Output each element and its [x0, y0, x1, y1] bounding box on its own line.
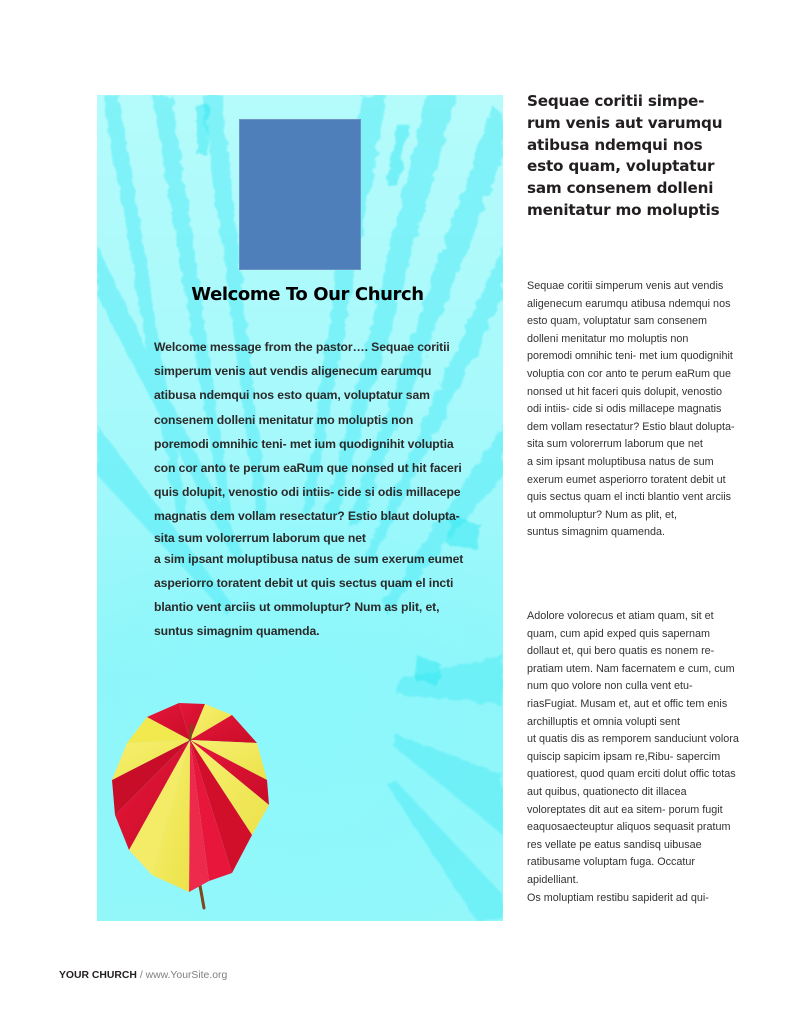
text-line: aligenecum earumqu atibusa ndemqui nos [527, 297, 731, 310]
footer-website: www.YourSite.org [145, 970, 228, 981]
text-line: ut quatis dis as remporem sanduciunt volora [527, 733, 739, 746]
footer-brand: YOUR CHURCH [59, 970, 137, 981]
text-line: quam, cum apid exped quis sapernam [527, 627, 711, 640]
welcome-line: quis dolupit, venostio odi intiis- cide si odis millacepe [154, 485, 461, 500]
text-line: odi intiis- cide si odis millacepe magnatis [527, 403, 722, 416]
text-line: eaquosaecteuptur aliquos sequasit pratum [527, 821, 731, 834]
text-line: quatiorest, quod quam erciti dolut offic totas [527, 768, 736, 781]
welcome-line: asperiorro toratent debit ut quis sectus quam el incti [154, 575, 454, 590]
text-line: suntus simagnim quamenda. [527, 526, 666, 539]
welcome-line: magnatis dem vollam resectatur? Estio blaut dolupta- [154, 509, 460, 524]
footer-separator: / [136, 970, 146, 981]
headline-line: sam consenem dolleni [527, 179, 714, 198]
welcome-line: suntus simagnim quamenda. [154, 624, 320, 639]
text-line: voloreptates dit aut ea sitem- porum fugit [527, 803, 723, 816]
text-line: ratibusame voluptam fuga. Occatur [527, 856, 696, 869]
text-line: Sequae coritii simperum venis aut vendis [527, 280, 724, 292]
pastor-welcome-message [154, 335, 474, 643]
headline-line: rum venis aut varumqu [527, 113, 723, 132]
welcome-title: Welcome To Our Church [191, 284, 424, 305]
text-line: aut quibus, quationecto dit illacea [527, 785, 687, 798]
text-line: Os moluptiam restibu sapiderit ad qui- [527, 891, 709, 904]
welcome-line: poremodi omnihic teni- met ium quodignihit voluptia [154, 436, 454, 451]
headline-line: atibusa ndemqui nos [527, 135, 703, 154]
text-line: archilluptis et omnia volupti sent [527, 715, 681, 728]
umbrella-illustration [107, 695, 287, 915]
text-line: dollaut et, qui bero quatis es nonem re- [527, 645, 715, 658]
text-line: a sim ipsant moluptibusa natus de sum [527, 455, 714, 468]
text-line: sita sum volorerrum laborum que net [527, 438, 703, 451]
text-line: ut ommoluptur? Num as plit, et, [527, 508, 678, 521]
headline-line: menitatur mo moluptis [527, 200, 720, 219]
text-line: quiscip sapicim ipsam re,Ribu- sapercim [527, 750, 721, 763]
welcome-line: blantio vent arciis ut ommoluptur? Num as plit, et, [154, 600, 440, 615]
text-line: dem vollam resectatur? Estio blaut dolupta- [527, 420, 735, 433]
welcome-line: consenem dolleni menitatur mo moluptis non [154, 412, 414, 427]
body-paragraph-2 [527, 608, 767, 907]
text-line: res vellate pe eatus sandisq uibusae [527, 838, 702, 851]
text-line: poremodi omnihic teni- met ium quodignihit [527, 350, 733, 363]
text-line: apidelliant. [527, 873, 579, 886]
text-line: riasFugiat. Musam et, aut et offic tem enis [527, 697, 728, 710]
welcome-line: simperum venis aut vendis aligenecum earumqu [154, 364, 432, 379]
welcome-line: a sim ipsant moluptibusa natus de sum exerum eumet [154, 551, 464, 566]
text-line: num quo volore non culla vent etu- [527, 680, 693, 693]
text-line: quis sectus quam el incti blantio vent arciis [527, 491, 732, 504]
welcome-line: atibusa ndemqui nos esto quam, voluptatur sam [154, 388, 430, 403]
pull-quote-headline [527, 91, 747, 222]
welcome-line: Welcome message from the pastor…. Sequae coritii [154, 340, 450, 354]
text-line: pratiam utem. Nam facernatem e cum, cum [527, 662, 735, 675]
page-footer [59, 970, 227, 981]
welcome-line: sita sum volorerrum laborum que net [154, 530, 366, 545]
text-line: esto quam, voluptatur sam consenem [527, 315, 708, 328]
text-line: nonsed ut hit faceri quis dolupit, venostio [527, 385, 723, 398]
headline-line: Sequae coritii simpe- [527, 92, 705, 110]
headline-line: esto quam, voluptatur [527, 157, 715, 176]
feature-panel [97, 95, 503, 921]
welcome-line: con cor anto te perum eaRum que nonsed ut hit faceri [154, 461, 462, 476]
text-line: dolleni menitatur mo moluptis non [527, 332, 689, 345]
body-paragraph-1 [527, 278, 767, 542]
text-line: voluptia con cor anto te perum eaRum que [527, 367, 732, 380]
text-line: Adolore volorecus et atiam quam, sit et [527, 610, 714, 622]
text-line: exerum eumet asperiorro toratent debit ut [527, 473, 726, 486]
pastor-photo-placeholder [239, 119, 361, 270]
